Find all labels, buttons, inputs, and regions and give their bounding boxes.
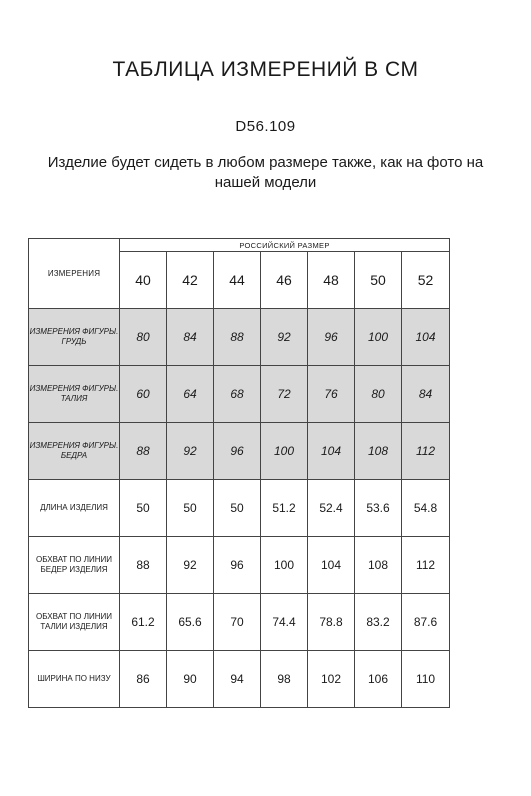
size-table — [28, 238, 450, 708]
table-cell: 92 — [167, 537, 214, 594]
table-row — [29, 423, 450, 480]
table-cell: 100 — [261, 537, 308, 594]
size-header: 46 — [261, 252, 308, 309]
table-cell: 64 — [167, 366, 214, 423]
table-cell: 112 — [402, 537, 450, 594]
table-cell: 100 — [261, 423, 308, 480]
table-cell: 84 — [402, 366, 450, 423]
table-cell: 88 — [120, 423, 167, 480]
table-cell: 50 — [120, 480, 167, 537]
table-cell: 96 — [308, 309, 355, 366]
table-cell: 80 — [120, 309, 167, 366]
table-cell: 104 — [402, 309, 450, 366]
table-row — [29, 480, 450, 537]
size-header: 44 — [214, 252, 261, 309]
table-cell: 53.6 — [355, 480, 402, 537]
table-cell: 96 — [214, 537, 261, 594]
table-cell: 92 — [167, 423, 214, 480]
table-cell: 54.8 — [402, 480, 450, 537]
table-cell: 83.2 — [355, 594, 402, 651]
table-cell: 92 — [261, 309, 308, 366]
table-cell: 110 — [402, 651, 450, 708]
measurements-header: ИЗМЕРЕНИЯ — [29, 239, 120, 309]
table-cell: 104 — [308, 423, 355, 480]
table-cell: 51.2 — [261, 480, 308, 537]
table-cell: 87.6 — [402, 594, 450, 651]
size-header: 52 — [402, 252, 450, 309]
table-row — [29, 651, 450, 708]
table-cell: 104 — [308, 537, 355, 594]
table-cell: 112 — [402, 423, 450, 480]
table-cell: 90 — [167, 651, 214, 708]
table-cell: 78.8 — [308, 594, 355, 651]
table-cell: 65.6 — [167, 594, 214, 651]
size-header: 50 — [355, 252, 402, 309]
table-cell: 96 — [214, 423, 261, 480]
table-cell: 108 — [355, 423, 402, 480]
size-header: 48 — [308, 252, 355, 309]
row-label: ИЗМЕРЕНИЯ ФИГУРЫ. БЕДРА — [29, 423, 120, 480]
table-cell: 102 — [308, 651, 355, 708]
table-cell: 68 — [214, 366, 261, 423]
table-cell: 100 — [355, 309, 402, 366]
table-cell: 76 — [308, 366, 355, 423]
row-label: ШИРИНА ПО НИЗУ — [29, 651, 120, 708]
russian-size-header: РОССИЙСКИЙ РАЗМЕР — [120, 239, 450, 252]
table-cell: 98 — [261, 651, 308, 708]
table-cell: 52.4 — [308, 480, 355, 537]
table-cell: 88 — [120, 537, 167, 594]
table-row — [29, 366, 450, 423]
table-cell: 108 — [355, 537, 402, 594]
row-label: ОБХВАТ ПО ЛИНИИ БЕДЕР ИЗДЕЛИЯ — [29, 537, 120, 594]
table-cell: 84 — [167, 309, 214, 366]
table-cell: 106 — [355, 651, 402, 708]
table-row — [29, 594, 450, 651]
row-label: ИЗМЕРЕНИЯ ФИГУРЫ. ТАЛИЯ — [29, 366, 120, 423]
table-cell: 60 — [120, 366, 167, 423]
size-header: 40 — [120, 252, 167, 309]
row-label: ДЛИНА ИЗДЕЛИЯ — [29, 480, 120, 537]
product-code: D56.109 — [235, 118, 296, 135]
table-row — [29, 537, 450, 594]
table-cell: 74.4 — [261, 594, 308, 651]
table-cell: 72 — [261, 366, 308, 423]
fit-note: Изделие будет сидеть в любом размере также, как на фото на нашей модели — [47, 154, 484, 191]
size-header: 42 — [167, 252, 214, 309]
table-cell: 94 — [214, 651, 261, 708]
table-cell: 86 — [120, 651, 167, 708]
table-row — [29, 309, 450, 366]
table-cell: 50 — [167, 480, 214, 537]
table-cell: 88 — [214, 309, 261, 366]
page-title: ТАБЛИЦА ИЗМЕРЕНИЙ В СМ — [112, 58, 419, 81]
table-cell: 70 — [214, 594, 261, 651]
table-cell: 50 — [214, 480, 261, 537]
row-label: ОБХВАТ ПО ЛИНИИ ТАЛИИ ИЗДЕЛИЯ — [29, 594, 120, 651]
table-cell: 61.2 — [120, 594, 167, 651]
row-label: ИЗМЕРЕНИЯ ФИГУРЫ. ГРУДЬ — [29, 309, 120, 366]
table-cell: 80 — [355, 366, 402, 423]
